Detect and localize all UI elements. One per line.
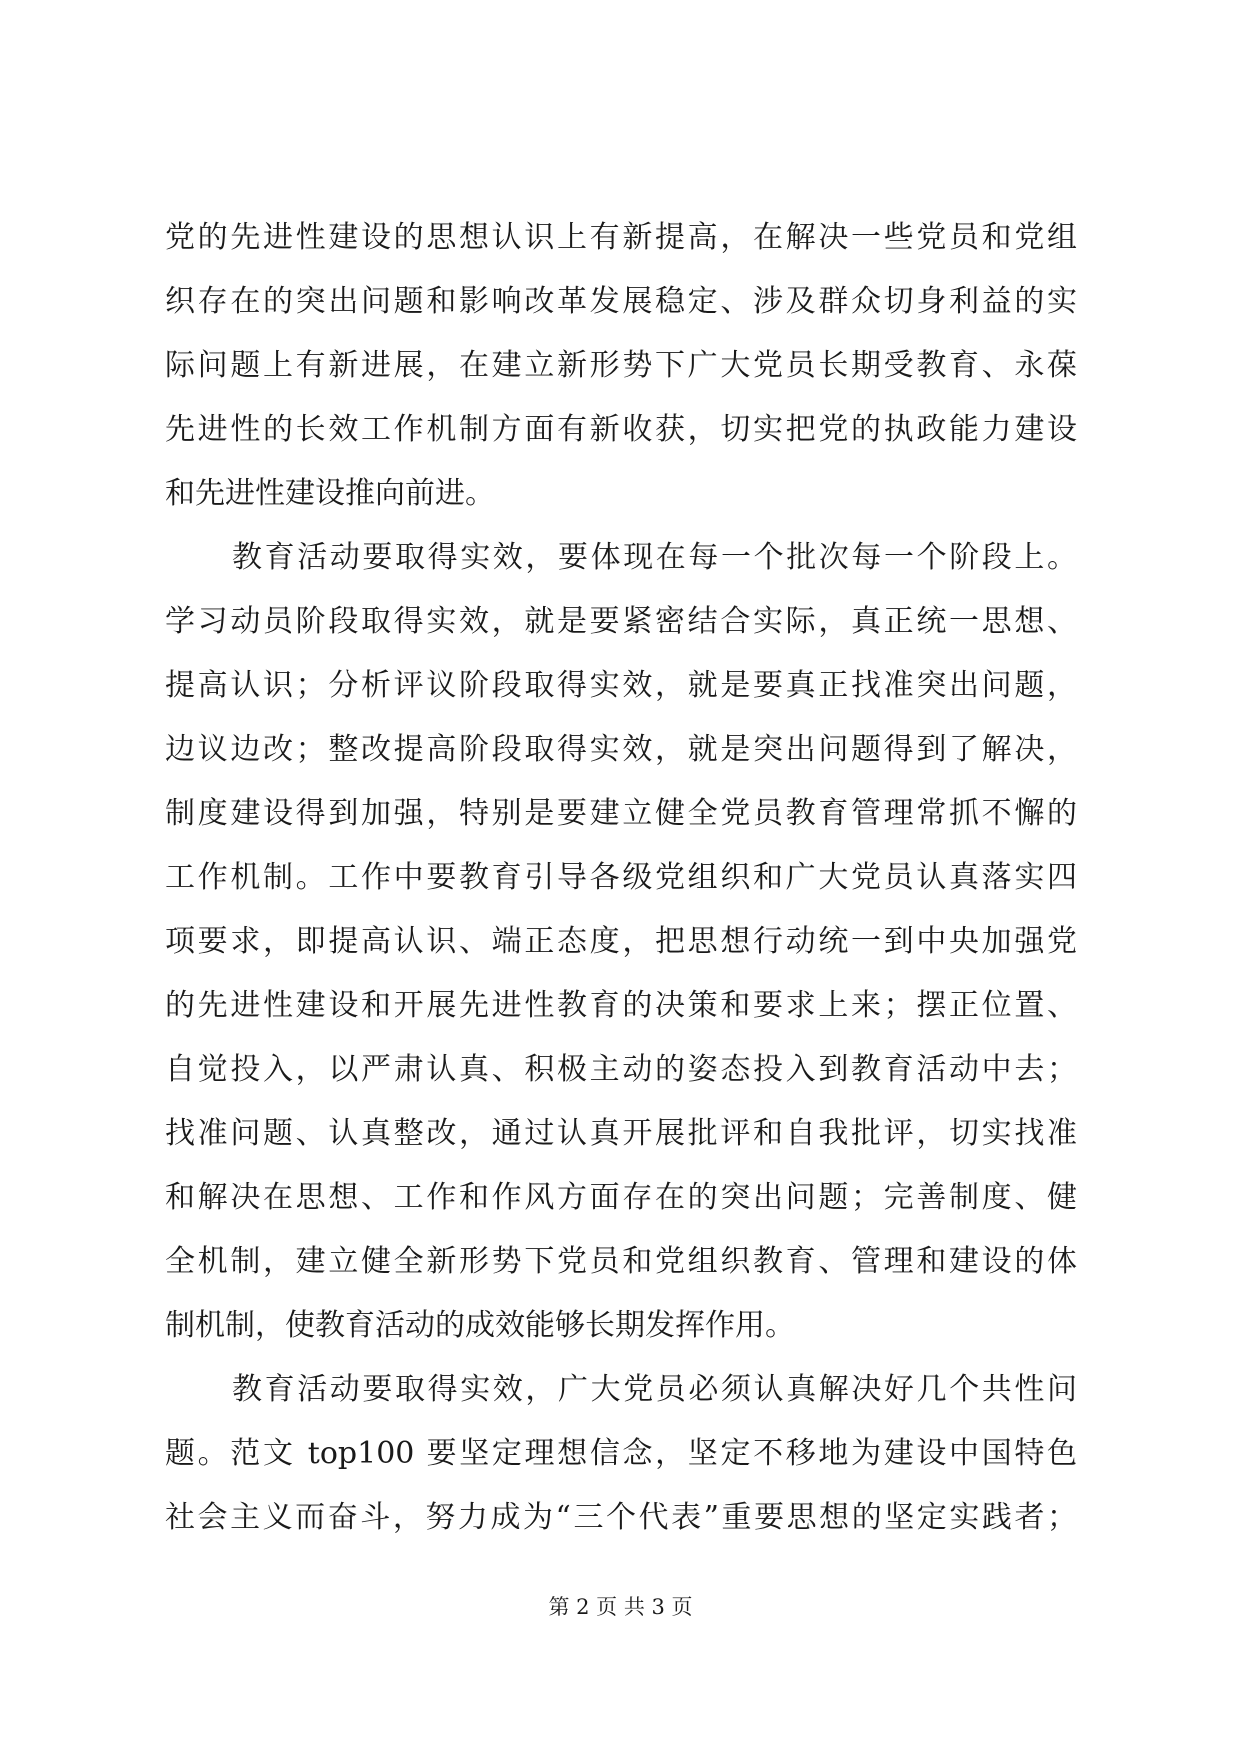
- text-line: 边议边改；整改提高阶段取得实效，就是突出问题得到了解决，: [165, 732, 1077, 767]
- text-line: 的先进性建设和开展先进性教育的决策和要求上来；摆正位置、: [165, 988, 1077, 1023]
- text-line: 党的先进性建设的思想认识上有新提高，在解决一些党员和党组: [165, 220, 1077, 255]
- text-line: 教育活动要取得实效，要体现在每一个批次每一个阶段上。: [232, 540, 1077, 575]
- text-line: 制机制，使教育活动的成效能够长期发挥作用。: [165, 1308, 795, 1343]
- text-line: 项要求，即提高认识、端正态度，把思想行动统一到中央加强党: [165, 924, 1077, 959]
- text-line: 找准问题、认真整改，通过认真开展批评和自我批评，切实找准: [165, 1116, 1077, 1151]
- text-line: 社会主义而奋斗，努力成为“三个代表”重要思想的坚定实践者；: [165, 1500, 1077, 1535]
- text-line: 全机制，建立健全新形势下党员和党组织教育、管理和建设的体: [165, 1244, 1077, 1279]
- text-line: 制度建设得到加强，特别是要建立健全党员教育管理常抓不懈的: [165, 796, 1077, 831]
- text-line: 和先进性建设推向前进。: [165, 476, 495, 511]
- text-line: 教育活动要取得实效，广大党员必须认真解决好几个共性问: [232, 1372, 1077, 1407]
- text-line: 工作机制。工作中要教育引导各级党组织和广大党员认真落实四: [165, 860, 1077, 895]
- text-line: 和解决在思想、工作和作风方面存在的突出问题；完善制度、健: [165, 1180, 1077, 1215]
- text-line: 织存在的突出问题和影响改革发展稳定、涉及群众切身利益的实: [165, 284, 1077, 319]
- text-line: 提高认识；分析评议阶段取得实效，就是要真正找准突出问题，: [165, 668, 1077, 703]
- page-number-footer: 第 2 页 共 3 页: [548, 1595, 693, 1619]
- text-line: 自觉投入，以严肃认真、积极主动的姿态投入到教育活动中去；: [165, 1052, 1077, 1087]
- text-line: 题。范文 top100 要坚定理想信念，坚定不移地为建设中国特色: [165, 1436, 1077, 1471]
- text-line: 学习动员阶段取得实效，就是要紧密结合实际，真正统一思想、: [165, 604, 1077, 639]
- text-line: 际问题上有新进展，在建立新形势下广大党员长期受教育、永葆: [165, 348, 1077, 383]
- text-line: 先进性的长效工作机制方面有新收获，切实把党的执政能力建设: [165, 412, 1077, 447]
